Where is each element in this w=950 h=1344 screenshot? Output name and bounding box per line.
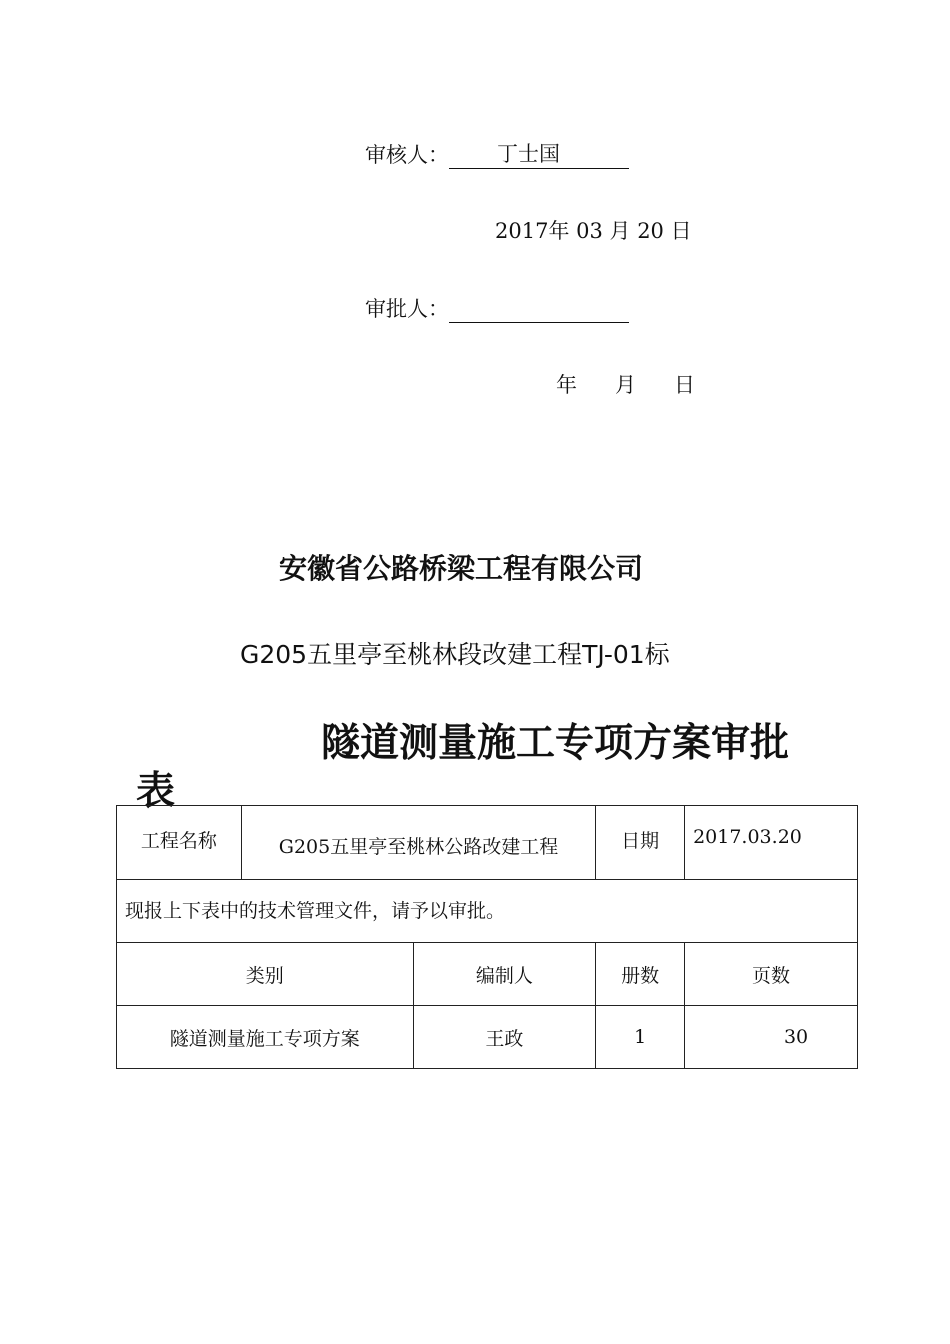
project-name: G205五里亭至桃林段改建工程TJ-01标	[240, 640, 670, 669]
header-pages: 页数	[685, 943, 858, 1006]
project-name-label: 工程名称	[117, 806, 242, 880]
company-name: 安徽省公路桥梁工程有限公司	[279, 552, 644, 585]
project-name-value: G205五里亭至桃林公路改建工程	[241, 806, 595, 880]
approver-name-field	[449, 298, 629, 323]
table-row	[117, 1006, 858, 1069]
document-title-line2: 表	[136, 769, 176, 814]
approval-date-month: 月	[615, 373, 636, 397]
reviewer-line	[365, 139, 629, 169]
header-volumes: 册数	[596, 943, 685, 1006]
table-header-row	[117, 943, 858, 1006]
approver-line	[365, 293, 629, 323]
reviewer-label: 审核人：	[365, 143, 449, 167]
row-compiler: 王政	[413, 1006, 596, 1069]
header-category: 类别	[117, 943, 414, 1006]
submission-row	[117, 880, 858, 943]
date-value: 2017.03.20	[685, 806, 858, 880]
approval-date	[556, 369, 695, 399]
review-date: 2017年 03 月 20 日	[495, 219, 692, 243]
row-pages: 30	[685, 1006, 858, 1069]
date-label: 日期	[596, 806, 685, 880]
submission-note: 现报上下表中的技术管理文件，请予以审批。	[117, 880, 858, 943]
reviewer-name-field	[449, 144, 629, 169]
project-info-row	[117, 806, 858, 880]
approver-label: 审批人：	[365, 297, 449, 321]
approval-date-day: 日	[674, 373, 695, 397]
row-volumes: 1	[596, 1006, 685, 1069]
reviewer-name: 丁士国	[497, 142, 560, 166]
approval-date-year: 年	[556, 373, 577, 397]
header-compiler: 编制人	[413, 943, 596, 1006]
approval-table	[116, 805, 858, 1069]
row-category: 隧道测量施工专项方案	[117, 1006, 414, 1069]
document-title-line1: 隧道测量施工专项方案审批	[321, 721, 790, 766]
